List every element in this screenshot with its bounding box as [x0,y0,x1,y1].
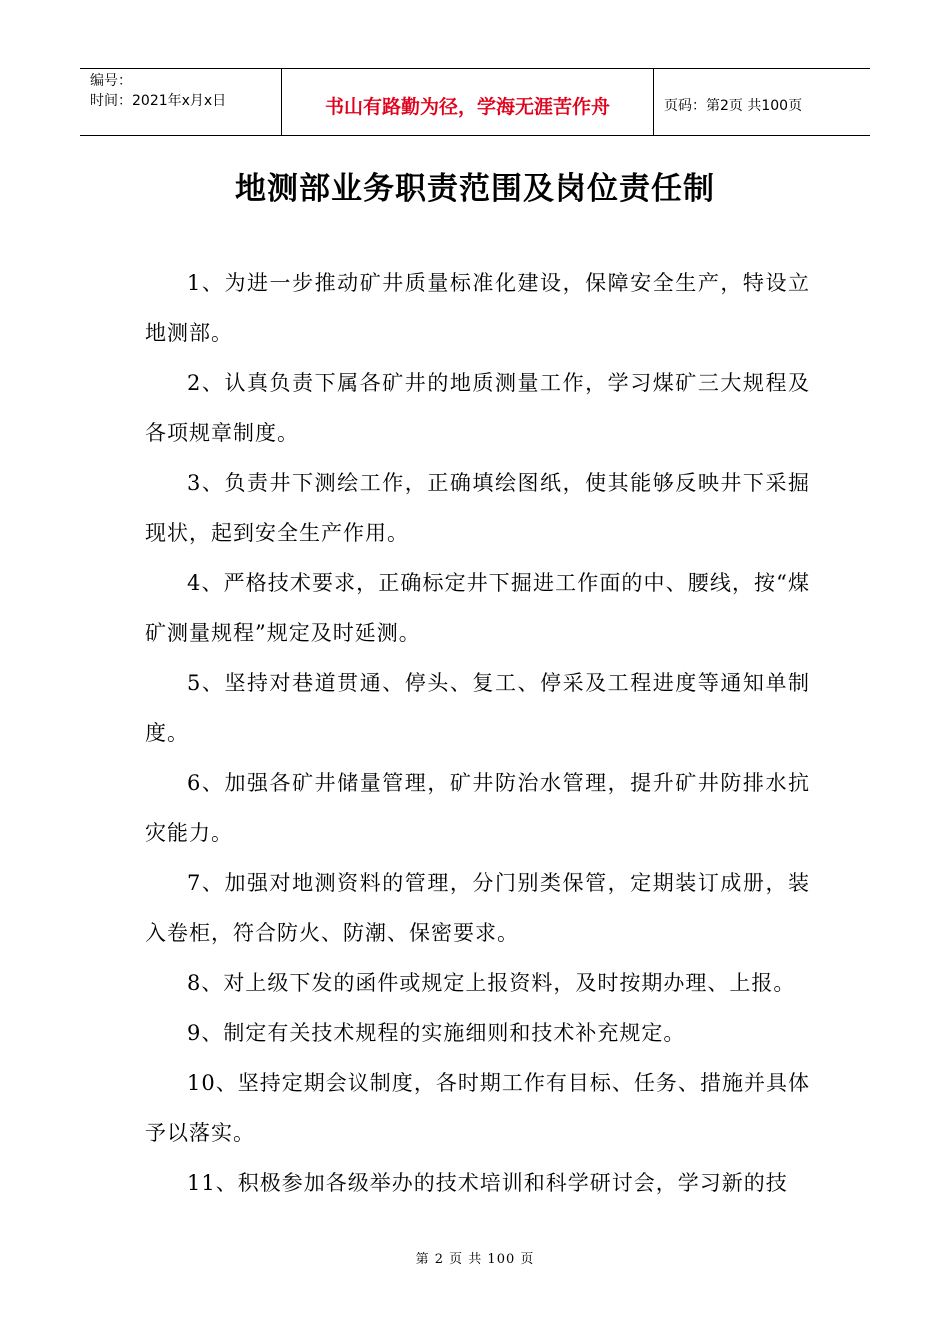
document-header [80,68,870,136]
paragraph-11: 11、积极参加各级举办的技术培训和科学研讨会，学习新的技 [187,1171,788,1195]
document-time-label: 时间：2021年x月x日 [90,93,227,109]
paragraph-4: 4、严格技术要求，正确标定井下掘进工作面的中、腰线，按“煤矿测量规程”规定及时延测。 [145,571,810,645]
paragraph-2: 2、认真负责下属各矿井的地质测量工作，学习煤矿三大规程及各项规章制度。 [145,371,810,445]
footer-page-number: 第 2 页 共 100 页 [415,1252,535,1267]
document-number-label: 编号： [90,73,132,89]
document-title: 地测部业务职责范围及岗位责任制 [235,171,715,207]
document-body [145,258,810,1208]
paragraph-6: 6、加强各矿井储量管理，矿井防治水管理，提升矿井防排水抗灾能力。 [145,771,810,845]
paragraph-1: 1、为进一步推动矿井质量标准化建设，保障安全生产，特设立地测部。 [145,271,810,345]
paragraph-5: 5、坚持对巷道贯通、停头、复工、停采及工程进度等通知单制度。 [145,671,810,745]
header-motto: 书山有路勤为径，学海无涯苦作舟 [282,69,654,135]
paragraph-7: 7、加强对地测资料的管理，分门别类保管，定期装订成册，装入卷柜，符合防火、防潮、保密要求。 [145,871,810,945]
paragraph-8: 8、对上级下发的函件或规定上报资料，及时按期办理、上报。 [187,971,796,995]
paragraph-3: 3、负责井下测绘工作，正确填绘图纸，使其能够反映井下采掘现状，起到安全生产作用。 [145,471,810,545]
header-page-label: 页码：第2页 共100页 [664,98,803,114]
header-meta [80,69,282,135]
paragraph-9: 9、制定有关技术规程的实施细则和技术补充规定。 [187,1021,686,1045]
paragraph-10: 10、坚持定期会议制度，各时期工作有目标、任务、措施并具体予以落实。 [145,1071,810,1145]
